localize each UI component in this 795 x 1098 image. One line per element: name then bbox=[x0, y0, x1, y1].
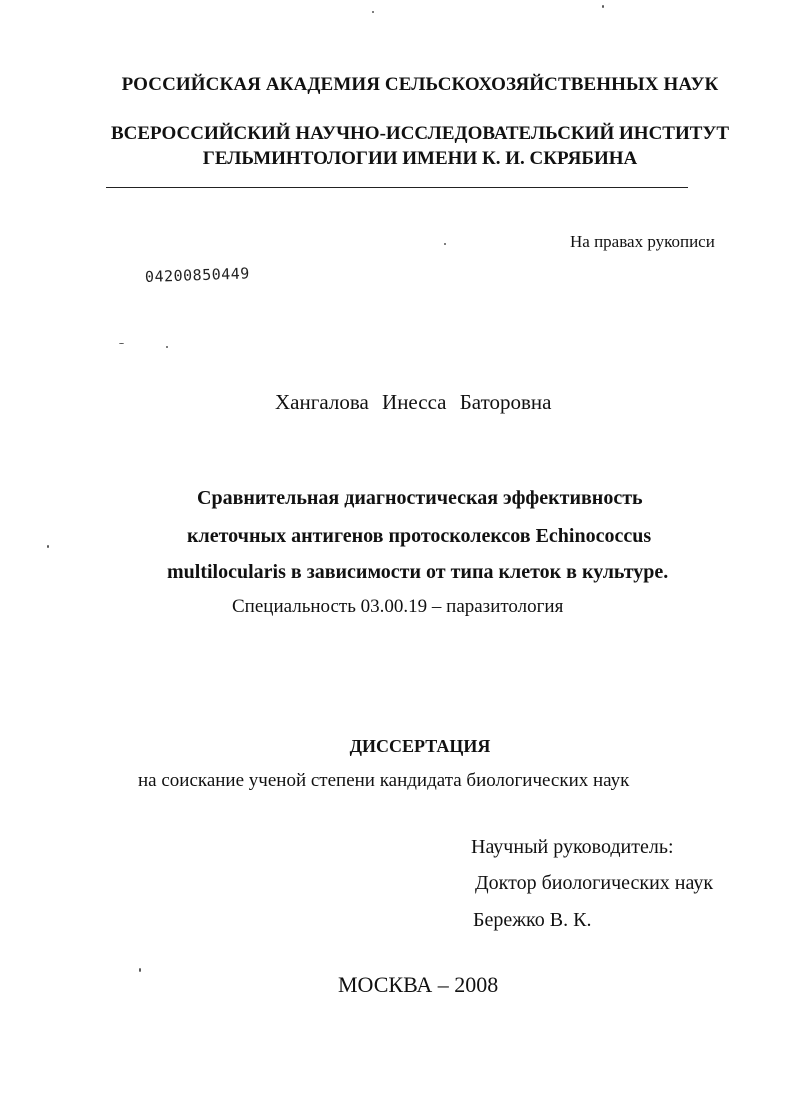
author-name: Хангалова Инесса Баторовна bbox=[275, 390, 552, 414]
supervisor-label: Научный руководитель: bbox=[471, 836, 674, 858]
academy-title: РОССИЙСКАЯ АКАДЕМИЯ СЕЛЬСКОХОЗЯЙСТВЕННЫХ НАУК bbox=[121, 74, 719, 95]
manuscript-note: На правах рукописи bbox=[570, 232, 715, 251]
degree-sought: на соискание ученой степени кандидата биологических наук bbox=[138, 770, 630, 791]
supervisor-degree: Доктор биологических наук bbox=[475, 872, 714, 894]
scan-speck bbox=[139, 968, 141, 972]
scan-speck bbox=[119, 343, 124, 344]
institute-title-line2: ГЕЛЬМИНТОЛОГИИ ИМЕНИ К. И. СКРЯБИНА bbox=[202, 148, 638, 169]
dissertation-title-line1: Сравнительная диагностическая эффективность bbox=[197, 487, 643, 509]
dissertation-title-line2: клеточных антигенов протосколексов Echinococcus bbox=[187, 525, 652, 547]
supervisor-name: Бережко В. К. bbox=[473, 909, 592, 931]
institute-title-line1: ВСЕРОССИЙСКИЙ НАУЧНО-ИССЛЕДОВАТЕЛЬСКИЙ ИНСТИТУТ bbox=[110, 123, 730, 144]
specialty: Специальность 03.00.19 – паразитология bbox=[232, 596, 564, 617]
city-year: МОСКВА – 2008 bbox=[338, 972, 499, 997]
header-divider bbox=[106, 187, 688, 188]
scan-speck bbox=[444, 243, 446, 245]
scan-speck bbox=[166, 346, 168, 348]
registry-number-stamp: 04200850449 bbox=[144, 264, 251, 286]
scan-speck bbox=[47, 545, 49, 548]
scan-speck bbox=[372, 11, 374, 13]
document-type: ДИССЕРТАЦИЯ bbox=[349, 736, 491, 756]
dissertation-title-line3: multilocularis в зависимости от типа клеток в культуре. bbox=[167, 561, 669, 583]
scan-speck bbox=[602, 5, 604, 8]
